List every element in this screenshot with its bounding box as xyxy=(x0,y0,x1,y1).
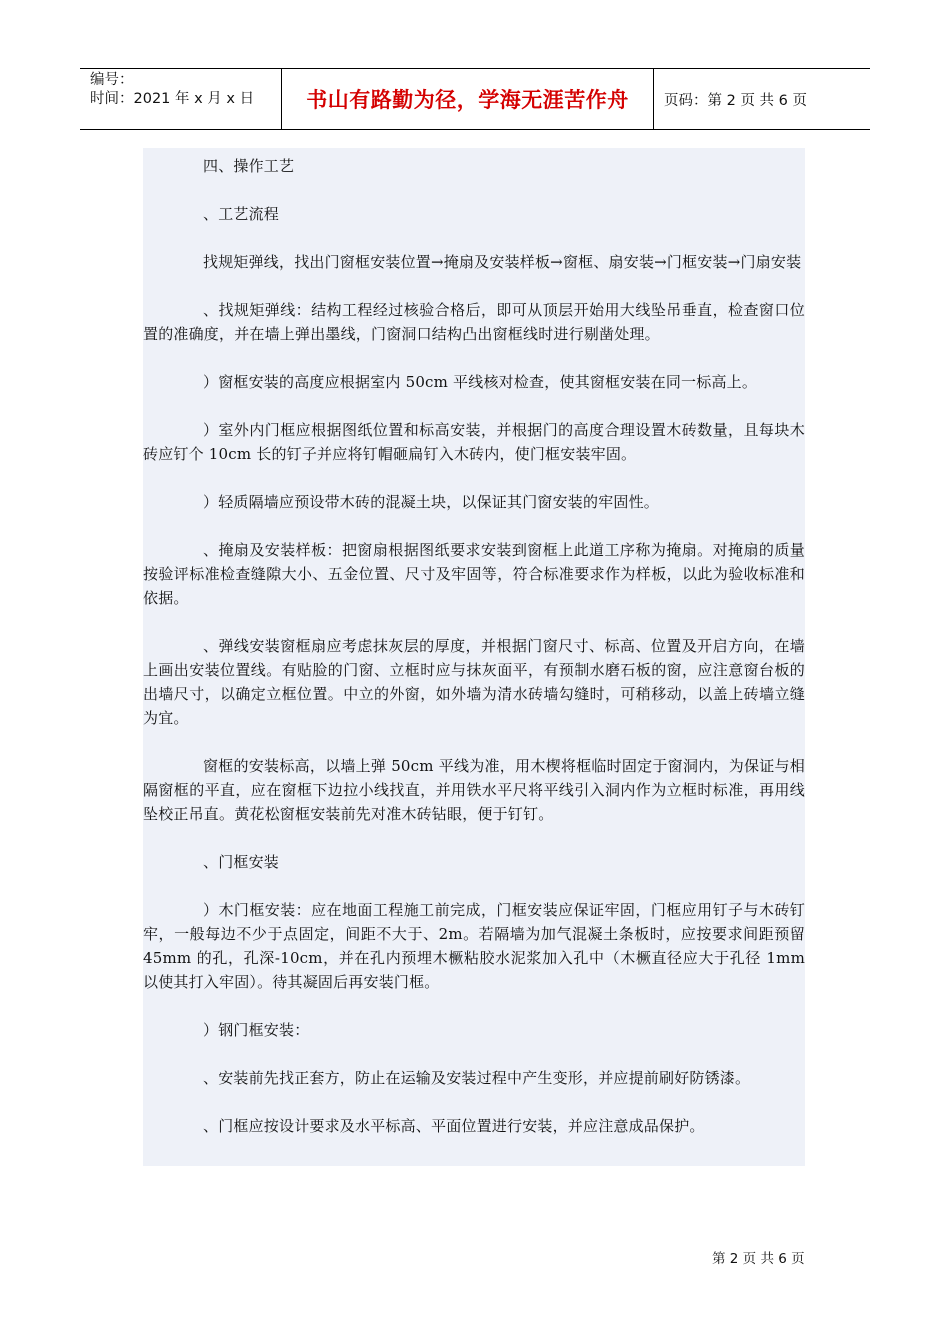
paragraph: 找规矩弹线，找出门窗框安装位置→掩扇及安装样板→窗框、扇安装→门框安装→门扇安装 xyxy=(203,253,802,271)
header-motto-cell xyxy=(282,69,654,129)
header-page-cell xyxy=(654,69,870,129)
page-label: 页码：第 2 页 共 6 页 xyxy=(664,92,807,109)
paragraph: 、安装前先找正套方，防止在运输及安装过程中产生变形，并应提前刷好防锈漆。 xyxy=(203,1069,751,1087)
time-label: 时间：2021 年 x 月 x 日 xyxy=(90,91,255,107)
paragraph: ）窗框安装的高度应根据室内 50cm 平线核对检查，使其窗框安装在同一标高上。 xyxy=(203,373,758,391)
paragraph: 、掩扇及安装样板：把窗扇根据图纸要求安装到窗框上此道工序称为掩扇。对掩扇的质量按验评标准检查缝隙大小、五金位置、尺寸及牢固等，符合标准要求作为样板，以此为验收标准和依据。 xyxy=(143,541,805,607)
page-footer: 第 2 页 共 6 页 xyxy=(712,1251,805,1267)
paragraph: ）木门框安装：应在地面工程施工前完成，门框安装应保证牢固，门框应用钉子与木砖钉牢，一般每边不少于点固定，间距不大于、2m。若隔墙为加气混凝土条板时，应按要求间距预留 45mm 的孔，孔深-10cm，并在孔内预埋木橛粘胶水泥浆加入孔中（木橛直径应大于孔径 1mm 以使其打入牢固）。待其凝固后再安装门框。 xyxy=(143,901,805,991)
header-table xyxy=(80,68,870,130)
paragraph: 、门框应按设计要求及水平标高、平面位置进行安装，并应注意成品保护。 xyxy=(203,1117,705,1135)
paragraph: 、找规矩弹线：结构工程经过核验合格后，即可从顶层开始用大线坠吊垂直，检查窗口位置的准确度，并在墙上弹出墨线，门窗洞口结构凸出窗框线时进行剔凿处理。 xyxy=(143,301,805,343)
section-heading: 四、操作工艺 xyxy=(203,157,295,175)
subsection-heading: 、工艺流程 xyxy=(203,205,280,223)
number-label: 编号： xyxy=(90,72,134,88)
paragraph: ）室外内门框应根据图纸位置和标高安装，并根据门的高度合理设置木砖数量，且每块木砖应钉个 10cm 长的钉子并应将钉帽砸扁钉入木砖内，使门框安装牢固。 xyxy=(143,421,805,463)
paragraph: ）轻质隔墙应预设带木砖的混凝土块，以保证其门窗安装的牢固性。 xyxy=(203,493,660,511)
paragraph: 窗框的安装标高，以墙上弹 50cm 平线为准，用木楔将框临时固定于窗洞内，为保证与相隔窗框的平直，应在窗框下边拉小线找直，并用铁水平尺将平线引入洞内作为立框时标准，再用线坠校正吊直。黄花松窗框安装前先对准木砖钻眼，便于钉钉。 xyxy=(143,757,805,823)
subsection-heading: 、门框安装 xyxy=(203,853,280,871)
paragraph: 、弹线安装窗框扇应考虑抹灰层的厚度，并根据门窗尺寸、标高、位置及开启方向，在墙上画出安装位置线。有贴脸的门窗、立框时应与抹灰面平，有预制水磨石板的窗，应注意窗台板的出墙尺寸，以确定立框位置。中立的外窗，如外墙为清水砖墙勾缝时，可稍移动，以盖上砖墙立缝为宜。 xyxy=(143,637,805,727)
paragraph: ）钢门框安装： xyxy=(203,1021,310,1039)
motto-text: 书山有路勤为径，学海无涯苦作舟 xyxy=(306,88,629,112)
document-body xyxy=(143,148,805,1166)
header-meta xyxy=(80,69,282,129)
